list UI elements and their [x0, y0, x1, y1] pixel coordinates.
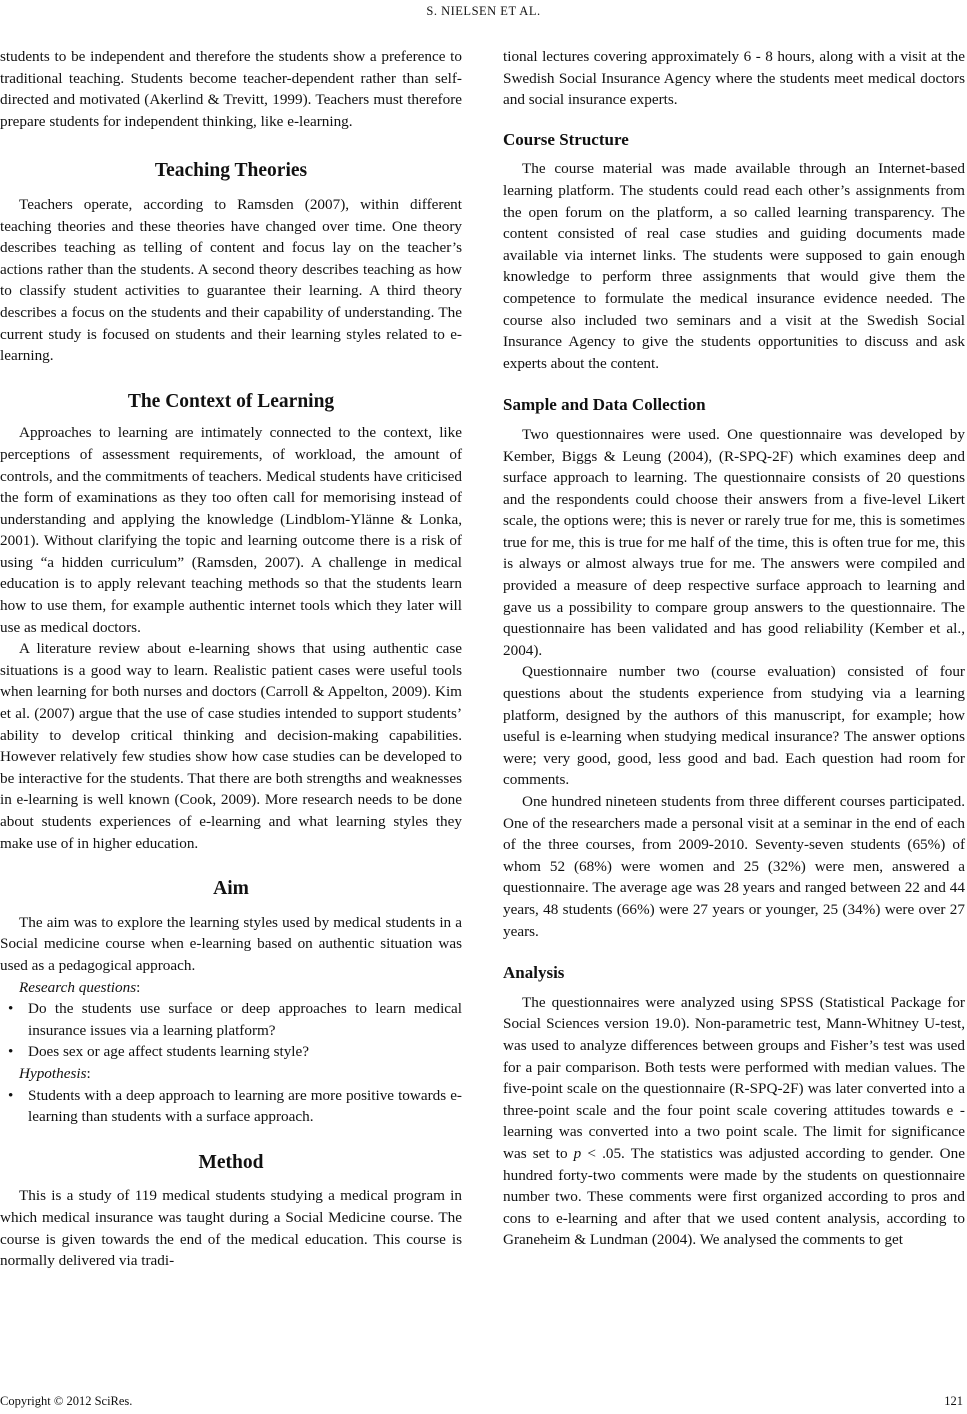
heading-course-structure: Course Structure	[503, 129, 629, 149]
left-column	[0, 46, 462, 1272]
hypothesis-label: Hypothesis:	[19, 1064, 91, 1082]
intro-paragraph: students to be independent and therefore the students show a preference to traditional teaching. Students become teacher-dependent rather than self-directed and motivated (Akerlind & Trevitt, 1999). Teachers must therefore prepare students for independent thinking, like e-learning.	[0, 48, 462, 130]
heading-teaching-theories: Teaching Theories	[154, 160, 308, 182]
heading-aim: Aim	[213, 878, 249, 900]
context-paragraph-2: A literature review about e-learning shows that using authentic case situations is a good way to learn. Realistic patient cases were useful tools when learning for both nurses and doctors (Carroll & Appelton, 2009). Kim et al. (2007) argue that the use of case studies intended to support students’ ability to develop critical thinking and decision-making capabilities. However relatively few studies show how case studies can be developed to be interactive for the students. That there are both strengths and weaknesses in e-learning is well known (Cook, 2009). More research needs to be done about students experiences of e-learning and what learning styles they make use of in higher education.	[0, 640, 462, 852]
heading-method: Method	[198, 1151, 264, 1173]
heading-sample-data-collection: Sample and Data Collection	[503, 395, 706, 415]
list-item: • Does sex or age affect students learning style?	[8, 1043, 310, 1061]
aim-paragraph: The aim was to explore the learning styles used by medical students in a Social medicine course when e-learning based on authentic situation was used as a pedagogical approach.	[0, 913, 462, 974]
research-questions-label: Research questions:	[19, 978, 141, 996]
right-column	[503, 46, 965, 1251]
list-item: • Students with a deep approach to learning are more positive towards e-learning than students with a surface approach.	[8, 1086, 462, 1126]
page-number: 121	[944, 1394, 963, 1408]
sample-paragraph-1: Two questionnaires were used. One questionnaire was developed by Kember, Biggs & Leung (2004), (R-SPQ-2F) which examines deep and surface approach to learning. The questionnaire consists of 20 questions and the respondents could choose their answers from a five-level Likert scale, the options were; this is never or rarely true for me, this is sometimes true for me, this is true for me half of the time, this is often true for me, this is always or almost always true for me. The answers were compiled and provided a measure of deep respective surface approach to learning and gave us a possibility to compare group answers to the questionnaire. The questionnaire has been validated and has good reliability (Kember et al., 2004).	[503, 425, 965, 659]
analysis-paragraph: The questionnaires were analyzed using SPSS (Statistical Package for Social Sciences version 19.0). Non-parametric test, Mann-Whitney U-test, was used to analyze differences between groups and Fisher’s test was used for a pair comparison. Both tests were performed with median values. The five-point scale on the questionnaire (R-SPQ-2F) was later converted into a three-point scale and the four point scale covering attitudes towards e -learning was converted into a two point scale. The limit for significance was set to p < .05. The statistics was adjusted according to gender. One hundred forty-two comments were made by the students on questionnaire number two. These comments were first organized according to pros and cons to e-learning and after that we used content analysis, according to Graneheim & Lundman (2004). We analysed the comments to get	[503, 993, 965, 1249]
method-paragraph: This is a study of 119 medical students studying a medical program in which medical insurance was taught during a Social Medicine course. The course is given towards the end of the medical education. This course is normally delivered via tradi-	[0, 1187, 462, 1270]
list-item: • Do the students use surface or deep approaches to learn medical insurance issues via a learning platform?	[8, 1000, 462, 1039]
teaching-theories-paragraph: Teachers operate, according to Ramsden (2007), within different teaching theories and these theories have changed over time. One theory describes teaching as telling of content and focus lay on the teacher’s actions rather than the students. A second theory describes teaching as how to classify student activities to guarantee their learning. A third theory describes a focus on the students and their capability of understanding. The current study is focused on students and their learning styles related to e-learning.	[0, 195, 462, 365]
sample-paragraph-3: One hundred nineteen students from three different courses participated. One of the researchers made a personal visit at a seminar in the end of each of the three courses, from 2009-2010. Seventy-seven students (65%) of whom 52 (68%) were women and 25 (32%) were men, answered a questionnaire. The average age was 28 years and ranged between 22 and 44 years, 48 students (66%) were 27 years or younger, 25 (34%) were over 27 years.	[503, 793, 965, 940]
heading-context-of-learning: The Context of Learning	[127, 390, 335, 412]
p-value-symbol: p	[573, 1144, 582, 1162]
sample-paragraph-2: Questionnaire number two (course evaluation) consisted of four questions about the students experience from studying via a learning platform, designed by the authors of this manuscript, for example; how useful is e-learning when studying medical insurance? The answer options were; very good, good, less good and bad. Each question had room for comments.	[503, 663, 965, 789]
context-paragraph-1: Approaches to learning are intimately connected to the context, like perceptions of assessment requirements, of workload, the amount of controls, and the commitments of teachers. Medical students have criticised the form of examinations as they too often call for memorising instead of understanding and applying the knowledge (Lindblom-Ylänne & Lonka, 2001). Without clarifying the topic and learning outcome there is a risk of using “a hidden curriculum” (Ramsden, 2007). A challenge in medical education is to apply relevant teaching methods so that the students learn how to use them, for example authentic internet tools which they later will use as medical doctors.	[0, 424, 462, 636]
running-head: S. NIELSEN ET AL.	[426, 4, 541, 18]
heading-analysis: Analysis	[503, 963, 565, 983]
copyright-notice: Copyright © 2012 SciRes.	[0, 1394, 133, 1408]
continuation-paragraph: tional lectures covering approximately 6 - 8 hours, along with a visit at the Swedish Social Insurance Agency where the students meet medical doctors and social insurance experts.	[503, 48, 965, 109]
research-questions-list	[0, 998, 462, 1063]
hypothesis-list	[0, 1085, 462, 1128]
course-structure-paragraph: The course material was made available through an Internet-based learning platform. The students could read each other’s assignments from the open forum on the platform, a so called learning transparency. The content consisted of real case studies and guiding documents made available via internet links. The students were supposed to gain enough knowledge to perform three assignments that would give them the competence to formulate the medical insurance evidence needed. The course also included two seminars and a visit at the Swedish Social Insurance Agency to give the students opportunities to discuss and ask experts about the content.	[503, 160, 965, 372]
